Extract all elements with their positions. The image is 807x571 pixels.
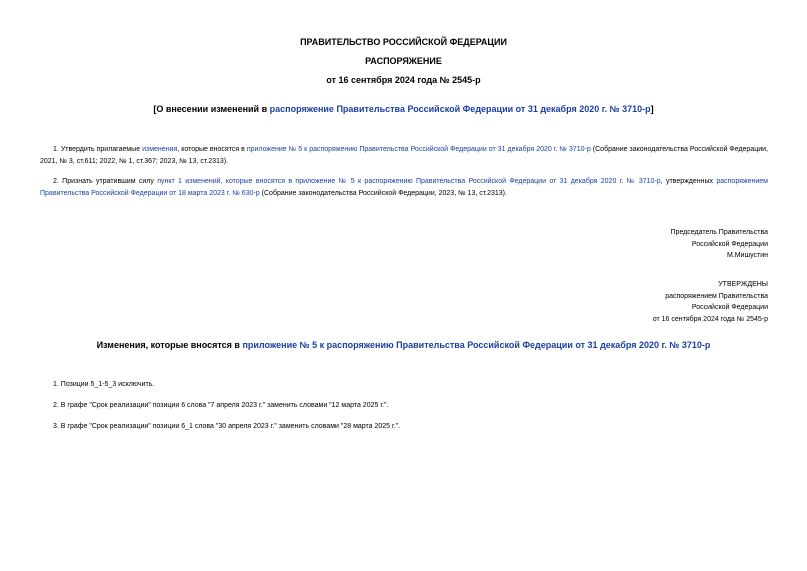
title-link[interactable]: распоряжение Правительства Российской Федерации от 31 декабря 2020 г. № 3710-р xyxy=(269,104,651,114)
list-item: 2. В графе "Срок реализации" позиции 6 слова "7 апреля 2023 г." заменить словами "12 марта 2025 г.". xyxy=(53,402,389,409)
approval-date: от 16 сентября 2024 года № 2545-р xyxy=(652,315,768,323)
signature-position: Председатель Правительства xyxy=(670,229,768,236)
approval-authority: распоряжением Правительства xyxy=(665,292,768,300)
list-item: 1. Позиции 5_1-5_3 исключить. xyxy=(53,381,155,388)
paragraph-1-text-a: 1. Утвердить прилагаемые xyxy=(53,146,143,153)
list-item: 3. В графе "Срок реализации" позиции 6_1 слова "30 апреля 2023 г." заменить словами "28 марта 2025 г.". xyxy=(53,423,401,430)
document-type: РАСПОРЯЖЕНИЕ xyxy=(365,56,442,66)
approval-block xyxy=(653,279,768,325)
paragraph-2-text-b: , утвержденных xyxy=(660,178,717,185)
appendix-5-link[interactable]: приложение № 5 к распоряжению Правительства Российской Федерации от 31 декабря 2020 г. № 3710-р xyxy=(246,146,591,153)
title-prefix: [О внесении изменений в xyxy=(153,104,270,114)
changes-title-prefix: Изменения, которые вносятся в xyxy=(96,340,243,350)
order-630-link[interactable]: распоряжением Правительства Российской Федерации от 18 марта 2023 г. № 630-р xyxy=(40,178,768,197)
document-title xyxy=(0,104,807,114)
changes-title-link[interactable]: приложение № 5 к распоряжению Правительства Российской Федерации от 31 декабря 2020 г. № 3710-р xyxy=(242,340,711,350)
paragraph-2 xyxy=(40,176,768,199)
approval-country: Российской Федерации xyxy=(691,304,768,311)
signature-name: М.Мишустин xyxy=(726,252,768,259)
signature-country: Российской Федерации xyxy=(691,240,768,248)
government-name: ПРАВИТЕЛЬСТВО РОССИЙСКОЙ ФЕДЕРАЦИИ xyxy=(300,37,507,47)
approval-heading: УТВЕРЖДЕНЫ xyxy=(718,281,768,288)
document-date-number: от 16 сентября 2024 года № 2545-р xyxy=(326,75,481,85)
changes-link[interactable]: изменения xyxy=(142,146,178,153)
signature-block xyxy=(671,227,768,262)
paragraph-1-text-c: (Собрание законодательства Российской Федерации, 2021, № 3, ст.611; 2022, № 1, ст.367; 2023, № 13, ст.2313). xyxy=(40,146,768,165)
paragraph-2-text-a: 2. Признать утратившим силу xyxy=(53,178,158,185)
title-suffix: ] xyxy=(650,104,654,114)
changes-title xyxy=(0,340,807,350)
paragraph-1 xyxy=(40,144,768,167)
paragraph-1-text-b: , которые вносятся в xyxy=(177,146,247,153)
point-1-link[interactable]: пункт 1 изменений, которые вносятся в приложение № 5 к распоряжению Правительства Российской Федерации от 31 декабря 2020 г. № 3710-р xyxy=(157,178,661,185)
paragraph-2-text-c: (Собрание законодательства Российской Федерации, 2023, № 13, ст.2313). xyxy=(259,189,507,197)
